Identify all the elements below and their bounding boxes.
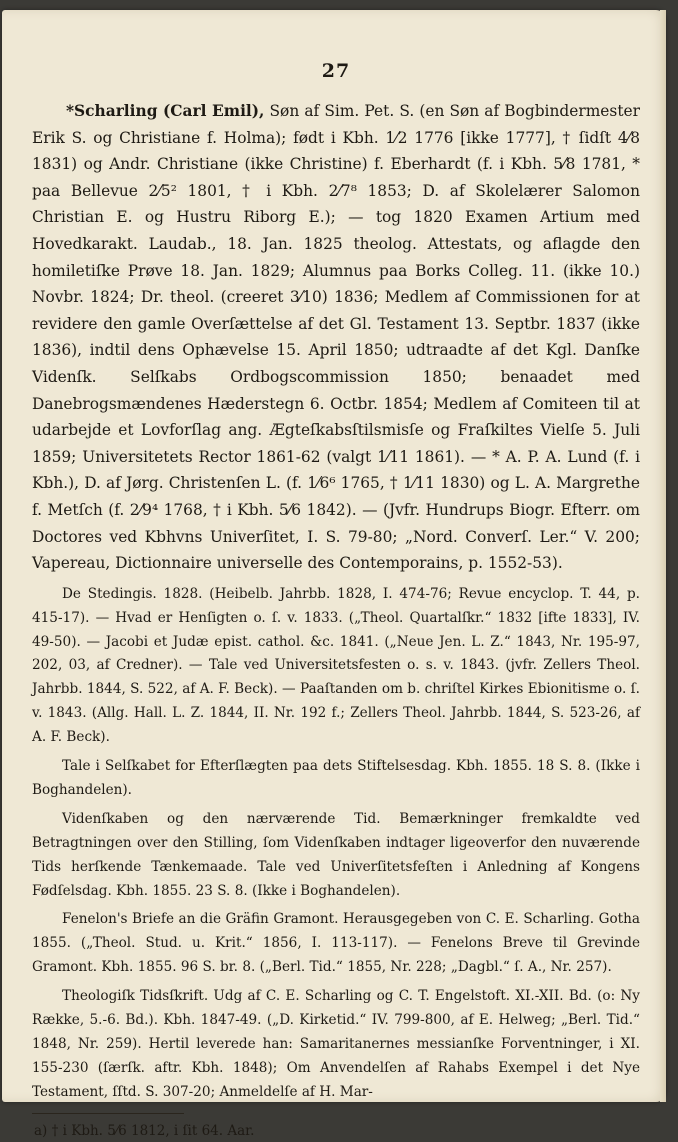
entry-text: Søn af Sim. Pet. S. (en Søn af Bogbindermester Erik S. og Christiane f. Holma); født i Kbh. 1⁄2 1776 [ikke 1777], † ſidſt 4⁄8 1831) og Andr. Christiane (ikke Christine) f. Eberhardt (f. i Kbh. 5⁄8 1781, * paa Bellevue 2⁄5² 1801, † i Kbh. 2⁄7⁸ 1853; D. af Skolelærer Salomon Christian E. og Hustru Riborg E.); — tog 1820 Examen Artium med Hovedkarakt. Laudab., 18. Jan. 1825 theolog. Attestats, og aflagde den homiletiſke Prøve 18. Jan. 1829; Alumnus paa Borks Colleg. 11. (ikke 10.) Novbr. 1824; Dr. theol. (creeret 3⁄10) 1836; Medlem af Commissionen for at revidere den gamle Overſættelse af det Gl. Testament 13. Septbr. 1837 (ikke 1836), indtil dens Ophævelse 15. April 1850; udtraadte af det Kgl. Danſke Videnſk. Selſkabs Ordbogscommission 1850; benaadet med Danebrogsmændenes Hæderstegn 6. Octbr. 1854; Medlem af Comiteen til at udarbejde et Lovforſlag ang. Ægteſkabsſtilsmisſe og Fraſkiltes Vielſe 5. Juli 1859; Universitetets Rector 1861-62 (valgt 1⁄11 1861). — * A. P. A. Lund (f. i Kbh.), D. af Jørg. Christenſen L. (f. 1⁄6⁶ 1765, † 1⁄11 1830) og L. A. Margrethe f. Metſch (f. 2⁄9⁴ 1768, † i Kbh. 5⁄6 1842). — (Jvfr. Hundrups Biogr. Efterr. om Doctores ved Kbhvns Univerſitet, I. S. 79-80; „Nord. Converſ. Ler.“ V. 200; Vapereau, Dictionnaire universelle des Contemporains, p. 1552-53). [32,102,640,573]
footnote: a) † i Kbh. 5⁄6 1812, i ſit 64. Aar. [34,1122,255,1139]
page-number: 27 [321,60,351,82]
entry-headword: *Scharling (Carl Emil), [66,102,265,120]
page-content [32,60,640,1142]
bibliography-item: Fenelon's Briefe an die Gräfin Gramont. Herausgegeben von C. E. Scharling. Gotha 1855. („Theol. Stud. u. Krit.“ 1856, I. 113-117). — Fenelons Breve til Grevinde Gramont. Kbh. 1855. 96 S. br. 8. („Berl. Tid.“ 1855, Nr. 228; „Dagbl.“ ſ. A., Nr. 257). [32,911,640,976]
bibliography-item: Tale i Selſkabet for Efterſlægten paa dets Stiftelsesdag. Kbh. 1855. 18 S. 8. (Ikke i Boghandelen). [32,758,640,798]
bibliography-item: Theologiſk Tidsſkrift. Udg af C. E. Scharling og C. T. Engelstoft. XI.-XII. Bd. (o: Ny Række, 5.-6. Bd.). Kbh. 1847-49. („D. Kirketid.“ IV. 799-800, af E. Helweg; „Berl. Tid.“ 1848, Nr. 259). Hertil leverede han: Samaritanernes messianſke Forventninger, i XI. 155-230 (ſærſk. aftr. Kbh. 1848); Om Anvendelſen af Rahabs Exempel i det Nye Testament, ſſtd. S. 307-20; Anmeldelſe af H. Mar- [32,988,640,1100]
bibliography-item: Videnſkaben og den nærværende Tid. Bemærkninger fremkaldte ved Betragtningen over den Stilling, ſom Videnſkaben indtager ligeoverfor den nuværende Tids herſkende Tænkemaade. Tale ved Univerſitetsfeſten i Anledning af Kongens Fødſelsdag. Kbh. 1855. 23 S. 8. (Ikke i Boghandelen). [32,810,640,899]
bibliography-item: De Stedingis. 1828. (Heibelb. Jahrbb. 1828, I. 474-76; Revue encyclop. T. 44, p. 415-17). — Hvad er Henſigten o. ſ. v. 1833. („Theol. Quartalſkr.“ 1832 [ifte 1833], IV. 49-50). — Jacobi et Judæ epist. cathol. &c. 1841. („Neue Jen. L. Z.“ 1843, Nr. 195-97, 202, 03, af Credner). — Tale ved Universitetsfesten o. s. v. 1843. (jvfr. Zellers Theol. Jahrbb. 1844, S. 522, af A. F. Beck). — Paaſtanden om b. chriſtel Kirkes Ebionitisme o. ſ. v. 1843. (Allg. Hall. L. Z. 1844, II. Nr. 192 f.; Zellers Theol. Jahrbb. 1844, S. 523-26, af A. F. Beck). [32,585,640,746]
page-edge [660,10,666,1102]
book-page [2,10,666,1139]
footnote-rule [32,1113,184,1114]
biography-entry [32,98,640,577]
